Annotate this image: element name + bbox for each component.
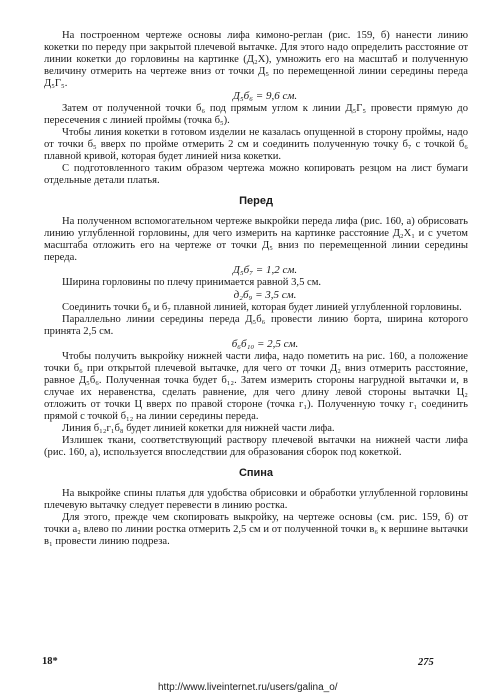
formula: Д₅б₇ = 1,2 см. (232, 264, 298, 276)
watermark-url: http://www.liveinternet.ru/users/galina_o/ (158, 682, 338, 693)
paragraph: Чтобы получить выкройку нижней части лифа, надо пометить на рис. 160, а положение точки б₆ при открытой плечевой вытачке, для чего от точки Д₂ вниз отмерить расстояние, равное Д₅б₆. Полученная точка будет б₁₂. Затем измерить стороны нагрудной вытачки и, в случае их неравенства, сделать равнение, для чего длину левой стороны вытачки Ц₂ отложить от точки Ц вверх по правой стороне (точка г₁). Полученную точку г₁ соединить прямой с точкой б₁₂ на линии середины переда. (44, 351, 468, 422)
paragraph: На выкройке спины платья для удобства обрисовки и обработки углубленной горловины плечевую вытачку следует перевести в линию ростка. (44, 488, 468, 511)
paragraph: Чтобы линия кокетки в готовом изделии не казалась опущенной в сторону проймы, надо от точки б₅ вверх по пройме отмерить 2 см и соединить полученную точку б₇ с точкой б₆ плавной кривой, которая будет линией низа кокетки. (44, 127, 468, 162)
text-column (44, 30, 468, 548)
paragraph: Излишек ткани, соответствующий раствору плечевой вытачки на нижней части лифа (рис. 160, а), используется впоследствии для образования сборок под кокеткой. (44, 435, 468, 458)
paragraph: Для этого, прежде чем скопировать выкройку, на чертеже основы (см. рис. 159, б) от точки а₂ влево по линии ростка отмерить 2,5 см и от полученной точки в₆ к вершине вытачки в₁ провести линию подреза. (44, 512, 468, 547)
formula: Д₅б₆ = 9,6 см. (232, 90, 298, 102)
paragraph: С подготовленного таким образом чертежа можно копировать резцом на лист бумаги отдельные детали платья. (44, 163, 468, 186)
paragraph: На построенном чертеже основы лифа кимоно-реглан (рис. 159, б) нанести линию кокетки по переду при закрытой плечевой вытачке. Для этого надо определить расстояние от линии кокетки до горловины на картинке (Д₂Х), умножить его на масштаб и полученную величину отмерить на чертеже вниз от точки Д₅ по перемещенной линии середины переда Д₅Г₅. (44, 30, 468, 89)
paragraph: Линия б₁₂г₁б₈ будет линией кокетки для нижней части лифа. (62, 423, 335, 434)
paragraph: Соединить точки б₈ и б₇ плавной линией, которая будет линией углубленной горловины. (62, 302, 462, 313)
paragraph: Затем от полученной точки б₆ под прямым углом к линии Д₅Г₅ провести прямую до пересечения с линией проймы (точка б₅). (44, 103, 468, 126)
page-number: 275 (418, 657, 434, 668)
signature-mark: 18* (42, 656, 58, 667)
paragraph: Параллельно линии середины переда Д₅б₆ провести линию борта, ширина которого принята 2,5 см. (44, 314, 468, 337)
section-heading-back: Спина (238, 467, 274, 479)
formula: б₆б₁₀ = 2,5 см. (231, 338, 299, 350)
section-heading-front: Перед (239, 195, 273, 207)
formula: д₂б₉ = 3,5 см. (233, 289, 297, 301)
paragraph: На полученном вспомогательном чертеже выкройки переда лифа (рис. 160, а) обрисовать линию углубленной горловины, для чего измерить на картинке расстояние Д₂Х₁ и с учетом масштаба отложить его на чертеже от точки Д₅ вниз по перемещенной линии середины переда. (44, 216, 468, 263)
paragraph: Ширина горловины по плечу принимается равной 3,5 см. (62, 277, 322, 288)
